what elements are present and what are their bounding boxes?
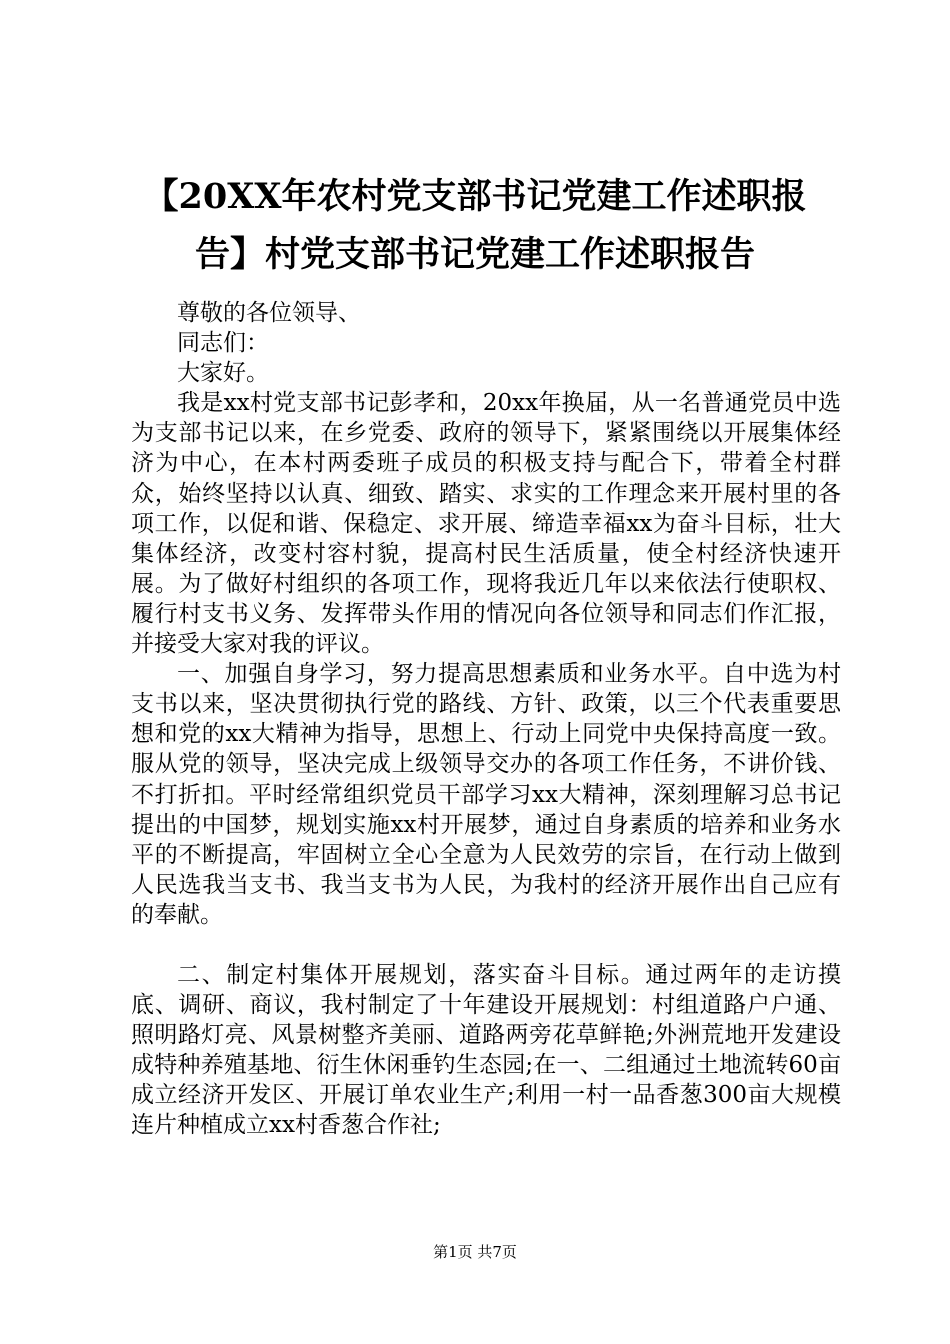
greeting-line: 大家好。 bbox=[177, 360, 269, 387]
paragraph-intro: 我是xx村党支部书记彭孝和，20xx年换届，从一名普通党员中选为支部书记以来，在乡党委、政府的领导下，紧紧围绕以开展集体经济为中心，在本村两委班子成员的积极支持与配合下，带着全村群众，始终坚持以认真、细致、踏实、求实的工作理念来开展村里的各项工作，以促和谐、保稳定、求开展、缔造幸福xx为奋斗目标，壮大集体经济，改变村容村貌，提高村民生活质量，使全村经济快速开展。为了做好村组织的各项工作，现将我近几年以来依法行使职权、履行村支书义务、发挥带头作用的情况向各位领导和同志们作汇报，并接受大家对我的评议。 bbox=[131, 390, 841, 658]
page-footer: 第1页 共7页 bbox=[433, 1243, 517, 1261]
salutation-line-2: 同志们： bbox=[177, 330, 269, 357]
document-title: 【20XX年农村党支部书记党建工作述职报告】村党支部书记党建工作述职报告 bbox=[143, 176, 807, 275]
paragraph-section-2: 二、制定村集体开展规划，落实奋斗目标。通过两年的走访摸底、调研、商议，我村制定了十年建设开展规划：村组道路户户通、照明路灯亮、风景树整齐美丽、道路两旁花草鲜艳;外洲荒地开发建设成特种养殖基地、衍生休闲垂钓生态园;在一、二组通过土地流转60亩成立经济开发区、开展订单农业生产;利用一村一品香葱300亩大规模连片种植成立xx村香葱合作社; bbox=[131, 961, 841, 1139]
document-body bbox=[131, 298, 841, 1141]
paragraph-section-1: 一、加强自身学习，努力提高思想素质和业务水平。自中选为村支书以来，坚决贯彻执行党的路线、方针、政策，以三个代表重要思想和党的xx大精神为指导，思想上、行动上同党中央保持高度一致。服从党的领导，坚决完成上级领导交办的各项工作任务，不讲价钱、不打折扣。平时经常组织党员干部学习xx大精神，深刻理解习总书记提出的中国梦，规划实施xx村开展梦，通过自身素质的培养和业务水平的不断提高，牢固树立全心全意为人民效劳的宗旨，在行动上做到人民选我当支书、我当支书为人民，为我村的经济开展作出自己应有的奉献。 bbox=[131, 661, 841, 928]
salutation-line-1: 尊敬的各位领导、 bbox=[177, 300, 361, 326]
